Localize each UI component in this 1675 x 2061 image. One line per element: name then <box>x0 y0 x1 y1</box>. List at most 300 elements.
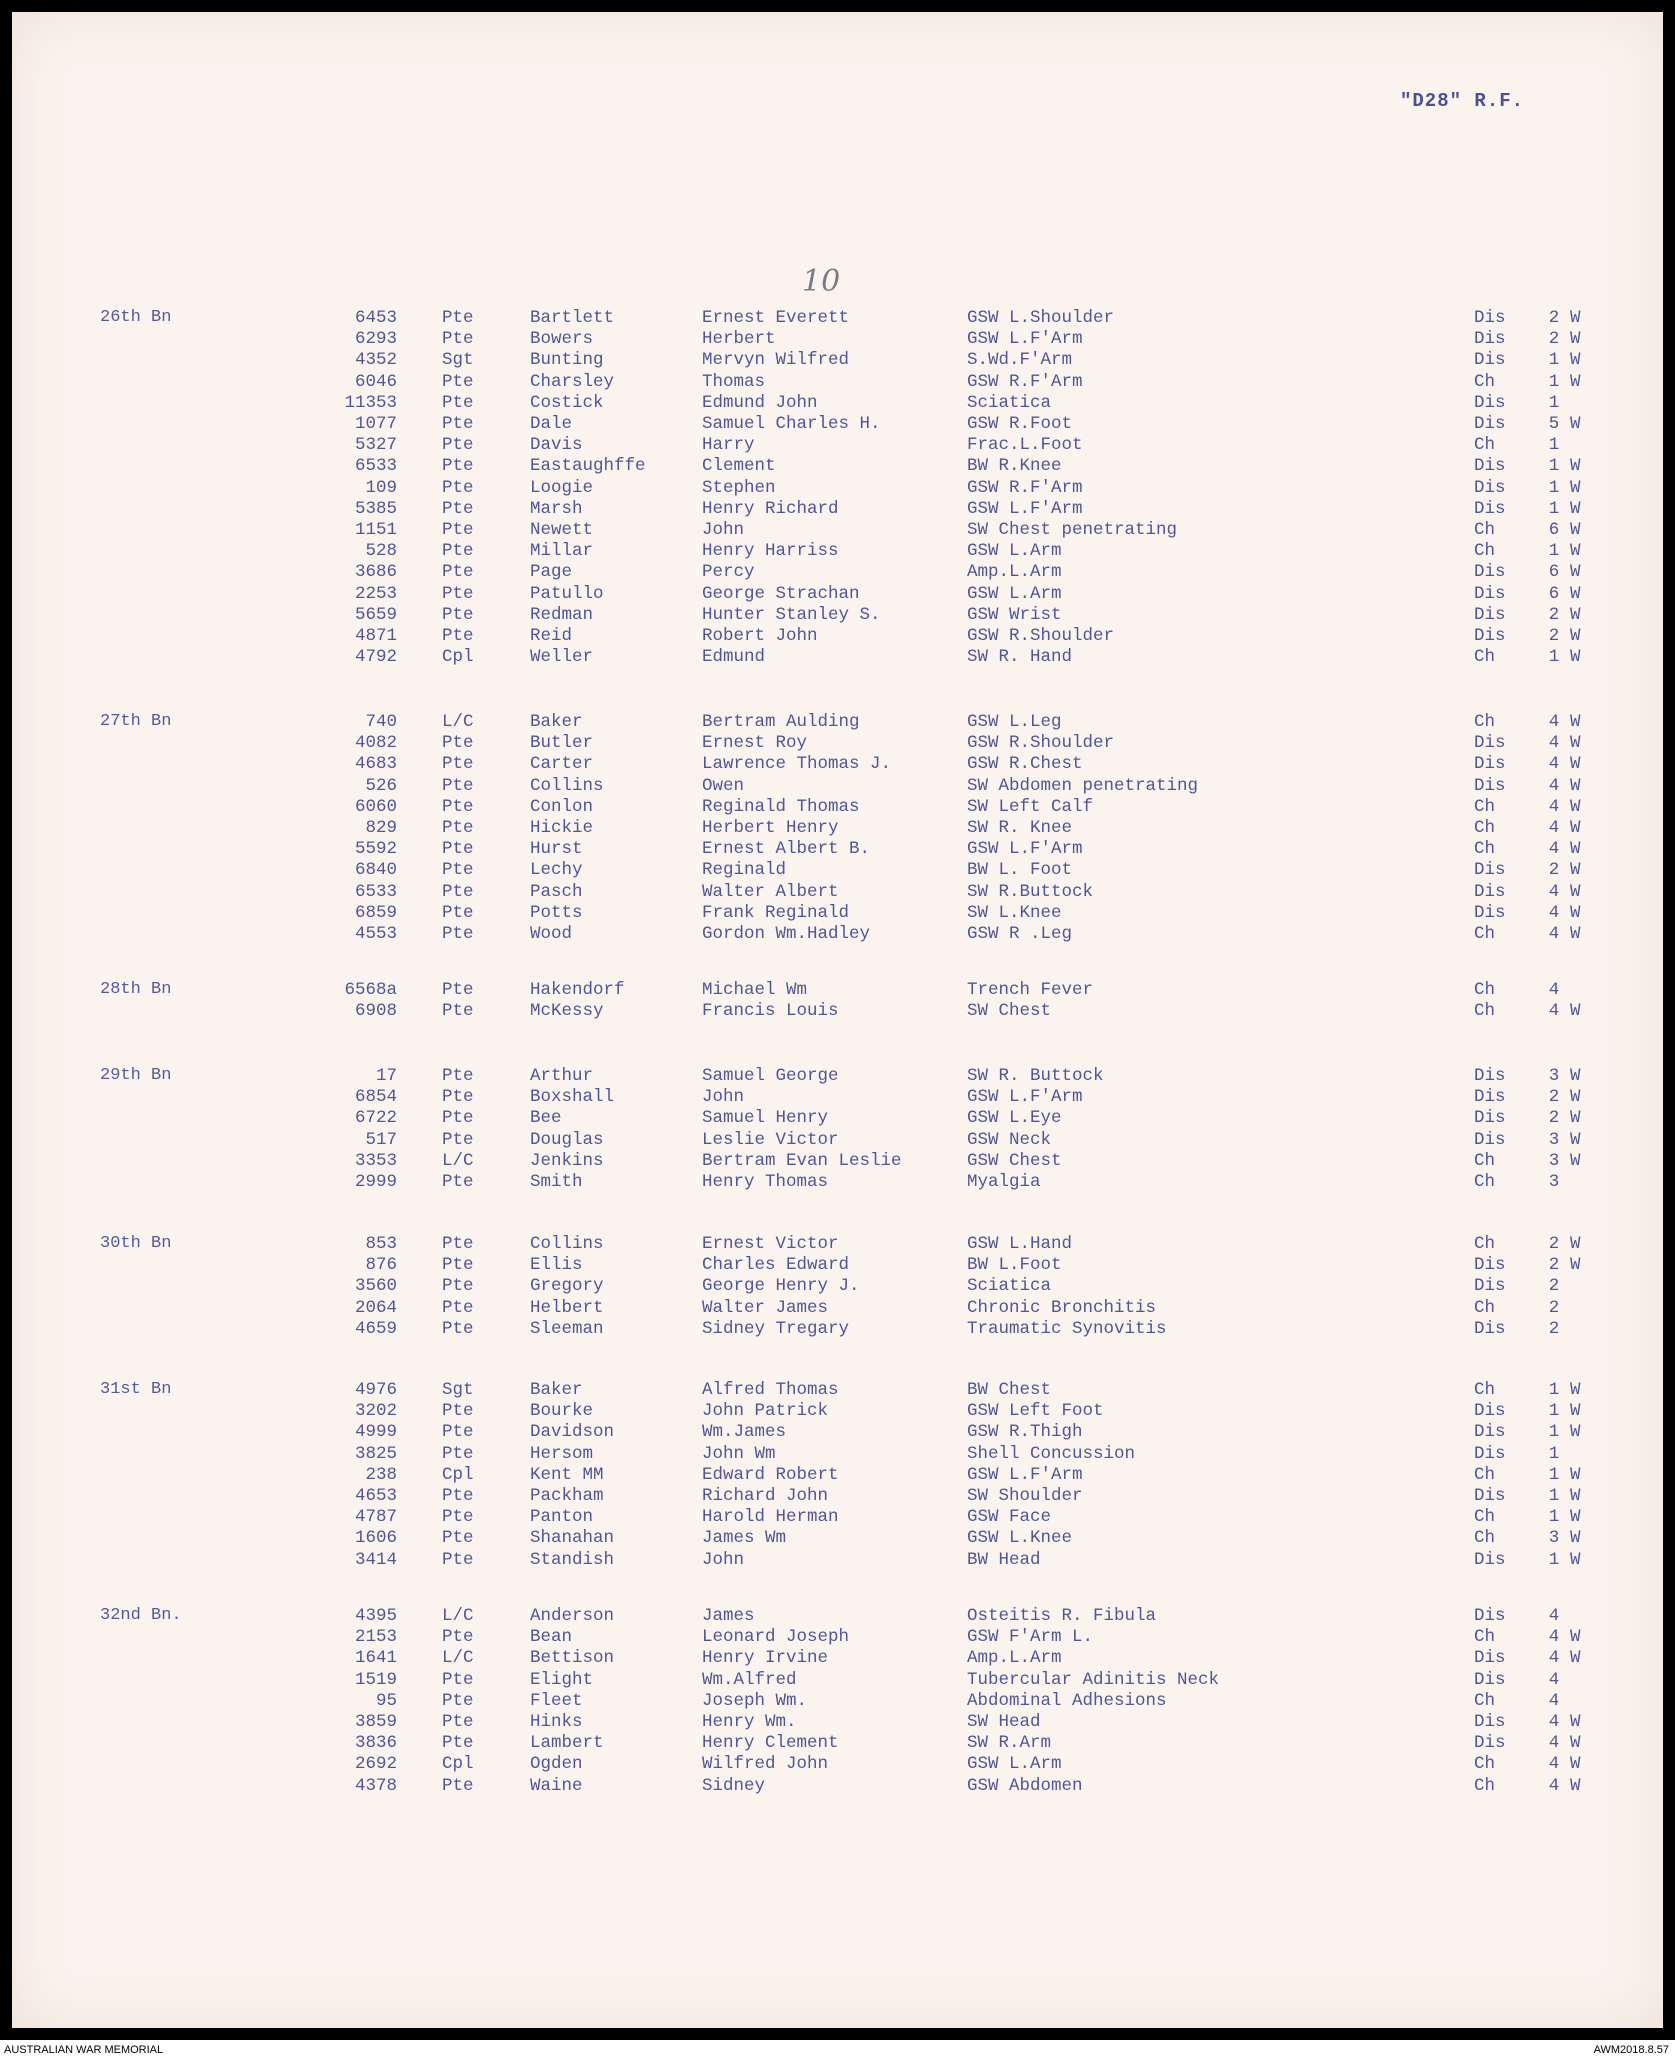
service-number: 11353 <box>344 392 397 413</box>
service-number: 5659 <box>354 604 397 625</box>
wound: BW Chest <box>967 1380 1052 1400</box>
service-number: 4871 <box>354 626 397 646</box>
wound: GSW L.Arm <box>967 541 1062 562</box>
wound-flag: W <box>1570 754 1581 775</box>
wound: Sciatica <box>967 392 1052 413</box>
surname: Bourke <box>530 1401 594 1422</box>
service-number: 6722 <box>354 1108 397 1129</box>
wound: GSW L.Leg <box>967 712 1062 732</box>
service-number: 6533 <box>354 881 397 902</box>
disposal: Ch <box>1474 1297 1496 1318</box>
wound-flag: W <box>1570 860 1581 881</box>
service-number: 740 <box>365 712 397 732</box>
rank: Pte <box>442 818 474 838</box>
wound: GSW L.F'Arm <box>967 329 1083 350</box>
wound-flag: W <box>1570 1507 1581 1528</box>
pencil-page-number: 10 <box>802 264 841 299</box>
given-names: Hunter Stanley S. <box>702 604 881 625</box>
wound-flag: W <box>1570 1648 1581 1669</box>
disposal: Dis <box>1474 498 1506 519</box>
surname: Waine <box>530 1775 583 1796</box>
service-number: 5592 <box>354 839 397 860</box>
wound-flag: W <box>1570 1401 1581 1422</box>
wound: Osteitis R. Fibula <box>967 1606 1157 1626</box>
wound-flag: W <box>1570 796 1581 817</box>
disposal: Dis <box>1474 881 1506 902</box>
rank: Pte <box>442 1486 474 1506</box>
service-number: 6908 <box>354 1001 397 1022</box>
service-number: 517 <box>365 1129 397 1150</box>
service-number: 6840 <box>354 860 397 881</box>
wound-flag: W <box>1570 1150 1581 1171</box>
class: 1 <box>1548 498 1560 519</box>
given-names: Frank Reginald <box>702 902 850 923</box>
disposal: Ch <box>1474 712 1496 732</box>
surname: Sleeman <box>530 1318 604 1339</box>
surname: Packham <box>530 1486 604 1506</box>
footer-accession-number: AWM2018.8.57 <box>1593 2044 1669 2056</box>
given-names: Ernest Roy <box>702 733 808 754</box>
disposal: Dis <box>1474 477 1506 498</box>
rank: Pte <box>442 1443 474 1464</box>
given-names: John <box>702 520 745 540</box>
surname: Hickie <box>530 818 594 838</box>
rank: Pte <box>442 414 474 434</box>
disposal: Dis <box>1474 392 1506 413</box>
service-number: 3353 <box>354 1150 397 1171</box>
wound: BW L. Foot <box>967 860 1073 881</box>
service-number: 853 <box>365 1234 397 1254</box>
disposal: Dis <box>1474 1606 1506 1626</box>
wound-flag: W <box>1570 775 1581 796</box>
disposal: Ch <box>1474 818 1496 838</box>
service-number: 3859 <box>354 1712 397 1732</box>
surname: McKessy <box>530 1001 604 1022</box>
surname: Bartlett <box>530 308 615 328</box>
given-names: John Patrick <box>702 1401 829 1422</box>
given-names: Thomas <box>702 371 766 392</box>
rank: Pte <box>442 1172 474 1192</box>
wound: GSW L.F'Arm <box>967 1087 1083 1108</box>
surname: Marsh <box>530 498 583 519</box>
wound-flag: W <box>1570 902 1581 923</box>
surname: Fleet <box>530 1690 583 1711</box>
class: 4 <box>1548 924 1560 944</box>
class: 3 <box>1548 1129 1560 1150</box>
given-names: Harry <box>702 435 755 456</box>
service-number: 3202 <box>354 1401 397 1422</box>
given-names: Owen <box>702 775 745 796</box>
disposal: Dis <box>1474 1669 1506 1690</box>
given-names: Percy <box>702 562 755 583</box>
wound: GSW Abdomen <box>967 1775 1083 1796</box>
wound: GSW L.Eye <box>967 1108 1062 1129</box>
service-number: 4976 <box>354 1380 397 1400</box>
rank: Pte <box>442 980 474 1000</box>
given-names: Wm.Alfred <box>702 1669 797 1690</box>
given-names: Samuel George <box>702 1066 839 1086</box>
service-number: 528 <box>365 541 397 562</box>
rank: Cpl <box>442 647 474 668</box>
given-names: Henry Clement <box>702 1733 839 1754</box>
wound: Amp.L.Arm <box>967 562 1062 583</box>
wound-flag: W <box>1570 1486 1581 1506</box>
rank: Pte <box>442 1066 474 1086</box>
surname: Patullo <box>530 583 604 604</box>
wound-flag: W <box>1570 308 1581 328</box>
class: 1 <box>1548 456 1560 477</box>
given-names: Joseph Wm. <box>702 1690 808 1711</box>
rank: Cpl <box>442 1464 474 1485</box>
wound-flag: W <box>1570 562 1581 583</box>
rank: Pte <box>442 1276 474 1297</box>
rank: Pte <box>442 1001 474 1022</box>
surname: Redman <box>530 604 594 625</box>
surname: Bettison <box>530 1648 615 1669</box>
wound-flag: W <box>1570 1087 1581 1108</box>
rank: Pte <box>442 371 474 392</box>
surname: Weller <box>530 647 594 668</box>
wound: Abdominal Adhesions <box>967 1690 1167 1711</box>
disposal: Ch <box>1474 647 1496 668</box>
wound: GSW R.F'Arm <box>967 371 1083 392</box>
rank: L/C <box>442 712 474 732</box>
service-number: 6533 <box>354 456 397 477</box>
service-number: 1519 <box>354 1669 397 1690</box>
disposal: Dis <box>1474 860 1506 881</box>
wound: SW R.Buttock <box>967 881 1094 902</box>
class: 4 <box>1548 796 1560 817</box>
service-number: 4683 <box>354 754 397 775</box>
wound-flag: W <box>1570 541 1581 562</box>
wound: Chronic Bronchitis <box>967 1297 1157 1318</box>
rank: Pte <box>442 435 474 456</box>
wound-flag: W <box>1570 604 1581 625</box>
rank: Pte <box>442 477 474 498</box>
surname: Anderson <box>530 1606 615 1626</box>
surname: Reid <box>530 626 573 646</box>
wound: GSW L.F'Arm <box>967 1464 1083 1485</box>
surname: Arthur <box>530 1066 594 1086</box>
class: 1 <box>1548 350 1560 371</box>
wound: Amp.L.Arm <box>967 1648 1062 1669</box>
given-names: Samuel Charles H. <box>702 414 881 434</box>
rank: Pte <box>442 839 474 860</box>
service-number: 238 <box>365 1464 397 1485</box>
surname: Ellis <box>530 1255 583 1276</box>
surname: Smith <box>530 1172 583 1192</box>
wound-flag: W <box>1570 626 1581 646</box>
service-number: 3560 <box>354 1276 397 1297</box>
unit-label: 26th Bn <box>100 308 172 327</box>
class: 3 <box>1548 1066 1560 1086</box>
wound: Shell Concussion <box>967 1443 1136 1464</box>
service-number: 4787 <box>354 1507 397 1528</box>
class: 4 <box>1548 818 1560 838</box>
surname: Collins <box>530 1234 604 1254</box>
disposal: Dis <box>1474 1276 1506 1297</box>
class: 4 <box>1548 1606 1560 1626</box>
disposal: Dis <box>1474 754 1506 775</box>
service-number: 4378 <box>354 1775 397 1796</box>
wound: Myalgia <box>967 1172 1041 1192</box>
disposal: Dis <box>1474 562 1506 583</box>
surname: Conlon <box>530 796 594 817</box>
surname: Potts <box>530 902 583 923</box>
class: 1 <box>1548 1443 1560 1464</box>
class: 5 <box>1548 414 1560 434</box>
class: 1 <box>1548 392 1560 413</box>
service-number: 4659 <box>354 1318 397 1339</box>
surname: Baker <box>530 712 583 732</box>
service-number: 5327 <box>354 435 397 456</box>
given-names: Charles Edward <box>702 1255 850 1276</box>
surname: Boxshall <box>530 1087 615 1108</box>
service-number: 4352 <box>354 350 397 371</box>
given-names: George Strachan <box>702 583 860 604</box>
class: 6 <box>1548 520 1560 540</box>
class: 1 <box>1548 1401 1560 1422</box>
wound: GSW L.Shoulder <box>967 308 1115 328</box>
disposal: Ch <box>1474 1690 1496 1711</box>
disposal: Ch <box>1474 1775 1496 1796</box>
wound-flag: W <box>1570 1108 1581 1129</box>
rank: Pte <box>442 520 474 540</box>
rank: Pte <box>442 775 474 796</box>
wound: BW Head <box>967 1549 1041 1570</box>
wound: Tubercular Adinitis Neck <box>967 1669 1220 1690</box>
wound-flag: W <box>1570 1549 1581 1570</box>
wound: SW R. Hand <box>967 647 1073 668</box>
rank: Pte <box>442 1234 474 1254</box>
service-number: 526 <box>365 775 397 796</box>
given-names: Henry Thomas <box>702 1172 829 1192</box>
service-number: 6453 <box>354 308 397 328</box>
service-number: 1151 <box>354 520 397 540</box>
class: 6 <box>1548 583 1560 604</box>
wound-flag: W <box>1570 647 1581 668</box>
surname: Standish <box>530 1549 615 1570</box>
disposal: Dis <box>1474 1401 1506 1422</box>
rank: Pte <box>442 1255 474 1276</box>
rank: Pte <box>442 1129 474 1150</box>
given-names: Gordon Wm.Hadley <box>702 924 871 944</box>
wound: GSW L.Hand <box>967 1234 1073 1254</box>
rank: Pte <box>442 456 474 477</box>
disposal: Ch <box>1474 1464 1496 1485</box>
class: 3 <box>1548 1528 1560 1549</box>
wound: Frac.L.Foot <box>967 435 1083 456</box>
unit-label: 27th Bn <box>100 712 172 731</box>
service-number: 95 <box>375 1690 397 1711</box>
rank: L/C <box>442 1648 474 1669</box>
disposal: Dis <box>1474 1129 1506 1150</box>
given-names: Stephen <box>702 477 776 498</box>
wound-flag: W <box>1570 1528 1581 1549</box>
surname: Charsley <box>530 371 615 392</box>
disposal: Dis <box>1474 1087 1506 1108</box>
given-names: Edward Robert <box>702 1464 839 1485</box>
wound: SW R. Buttock <box>967 1066 1104 1086</box>
given-names: Robert John <box>702 626 818 646</box>
class: 2 <box>1548 1234 1560 1254</box>
wound-flag: W <box>1570 329 1581 350</box>
class: 1 <box>1548 435 1560 456</box>
given-names: James <box>702 1606 755 1626</box>
rank: Pte <box>442 1108 474 1129</box>
disposal: Dis <box>1474 1712 1506 1732</box>
wound: GSW Neck <box>967 1129 1052 1150</box>
rank: Pte <box>442 1627 474 1648</box>
service-number: 6854 <box>354 1087 397 1108</box>
service-number: 3825 <box>354 1443 397 1464</box>
surname: Davis <box>530 435 583 456</box>
surname: Kent MM <box>530 1464 604 1485</box>
rank: Pte <box>442 583 474 604</box>
given-names: Bertram Evan Leslie <box>702 1150 902 1171</box>
wound-flag: W <box>1570 1754 1581 1775</box>
wound-flag: W <box>1570 818 1581 838</box>
service-number: 109 <box>365 477 397 498</box>
wound: GSW R.Shoulder <box>967 626 1115 646</box>
rank: Pte <box>442 626 474 646</box>
disposal: Ch <box>1474 541 1496 562</box>
surname: Bunting <box>530 350 604 371</box>
wound: GSW R.Thigh <box>967 1422 1083 1443</box>
given-names: Ernest Everett <box>702 308 850 328</box>
wound-flag: W <box>1570 498 1581 519</box>
service-number: 3836 <box>354 1733 397 1754</box>
service-number: 4082 <box>354 733 397 754</box>
disposal: Dis <box>1474 1108 1506 1129</box>
class: 4 <box>1548 881 1560 902</box>
surname: Hurst <box>530 839 583 860</box>
disposal: Ch <box>1474 1234 1496 1254</box>
wound-flag: W <box>1570 1422 1581 1443</box>
surname: Dale <box>530 414 573 434</box>
disposal: Dis <box>1474 583 1506 604</box>
rank: Pte <box>442 1528 474 1549</box>
wound-flag: W <box>1570 456 1581 477</box>
wound-flag: W <box>1570 1627 1581 1648</box>
surname: Eastaughffe <box>530 456 646 477</box>
disposal: Dis <box>1474 350 1506 371</box>
surname: Hinks <box>530 1712 583 1732</box>
service-number: 1641 <box>354 1648 397 1669</box>
rank: Pte <box>442 1318 474 1339</box>
surname: Costick <box>530 392 604 413</box>
class: 4 <box>1548 1754 1560 1775</box>
class: 2 <box>1548 1087 1560 1108</box>
wound: SW R.Arm <box>967 1733 1052 1754</box>
given-names: Henry Richard <box>702 498 839 519</box>
disposal: Dis <box>1474 1066 1506 1086</box>
wound: GSW L.F'Arm <box>967 498 1083 519</box>
disposal: Dis <box>1474 775 1506 796</box>
service-number: 6060 <box>354 796 397 817</box>
rank: Pte <box>442 1401 474 1422</box>
surname: Pasch <box>530 881 583 902</box>
wound: Traumatic Synovitis <box>967 1318 1167 1339</box>
rank: Pte <box>442 754 474 775</box>
class: 1 <box>1548 647 1560 668</box>
service-number: 4999 <box>354 1422 397 1443</box>
rank: Pte <box>442 733 474 754</box>
service-number: 2999 <box>354 1172 397 1192</box>
class: 2 <box>1548 860 1560 881</box>
disposal: Dis <box>1474 1648 1506 1669</box>
given-names: George Henry J. <box>702 1276 860 1297</box>
surname: Page <box>530 562 573 583</box>
rank: Sgt <box>442 1380 474 1400</box>
class: 4 <box>1548 980 1560 1000</box>
wound-flag: W <box>1570 520 1581 540</box>
wound: GSW Wrist <box>967 604 1062 625</box>
class: 2 <box>1548 1276 1560 1297</box>
disposal: Dis <box>1474 604 1506 625</box>
given-names: Harold Herman <box>702 1507 839 1528</box>
given-names: Sidney <box>702 1775 766 1796</box>
service-number: 829 <box>365 818 397 838</box>
wound-flag: W <box>1570 839 1581 860</box>
disposal: Dis <box>1474 626 1506 646</box>
wound-flag: W <box>1570 1255 1581 1276</box>
wound-flag: W <box>1570 371 1581 392</box>
given-names: Reginald <box>702 860 787 881</box>
given-names: Edmund John <box>702 392 818 413</box>
wound: GSW Face <box>967 1507 1052 1528</box>
document-page <box>12 12 1663 2028</box>
wound: GSW L.F'Arm <box>967 839 1083 860</box>
wound: GSW L.Arm <box>967 583 1062 604</box>
disposal: Ch <box>1474 839 1496 860</box>
rank: Pte <box>442 1733 474 1754</box>
surname: Wood <box>530 924 573 944</box>
surname: Carter <box>530 754 594 775</box>
class: 4 <box>1548 1669 1560 1690</box>
wound-flag: W <box>1570 1129 1581 1150</box>
service-number: 6046 <box>354 371 397 392</box>
service-number: 2153 <box>354 1627 397 1648</box>
wound: GSW R.Chest <box>967 754 1083 775</box>
rank: Pte <box>442 1669 474 1690</box>
class: 4 <box>1548 1712 1560 1732</box>
given-names: Ernest Albert B. <box>702 839 871 860</box>
disposal: Dis <box>1474 414 1506 434</box>
service-number: 2064 <box>354 1297 397 1318</box>
service-number: 5385 <box>354 498 397 519</box>
given-names: Samuel Henry <box>702 1108 829 1129</box>
given-names: Ernest Victor <box>702 1234 839 1254</box>
unit-label: 31st Bn <box>100 1380 172 1399</box>
wound: SW Shoulder <box>967 1486 1083 1506</box>
given-names: Clement <box>702 456 776 477</box>
class: 1 <box>1548 1549 1560 1570</box>
rank: Cpl <box>442 1754 474 1775</box>
wound: GSW L.Arm <box>967 1754 1062 1775</box>
given-names: James Wm <box>702 1528 787 1549</box>
service-number: 2692 <box>354 1754 397 1775</box>
wound-flag: W <box>1570 1234 1581 1254</box>
surname: Bean <box>530 1627 573 1648</box>
disposal: Dis <box>1474 1733 1506 1754</box>
surname: Butler <box>530 733 594 754</box>
disposal: Ch <box>1474 435 1496 456</box>
wound-flag: W <box>1570 477 1581 498</box>
disposal: Ch <box>1474 796 1496 817</box>
surname: Millar <box>530 541 594 562</box>
service-number: 4395 <box>354 1606 397 1626</box>
